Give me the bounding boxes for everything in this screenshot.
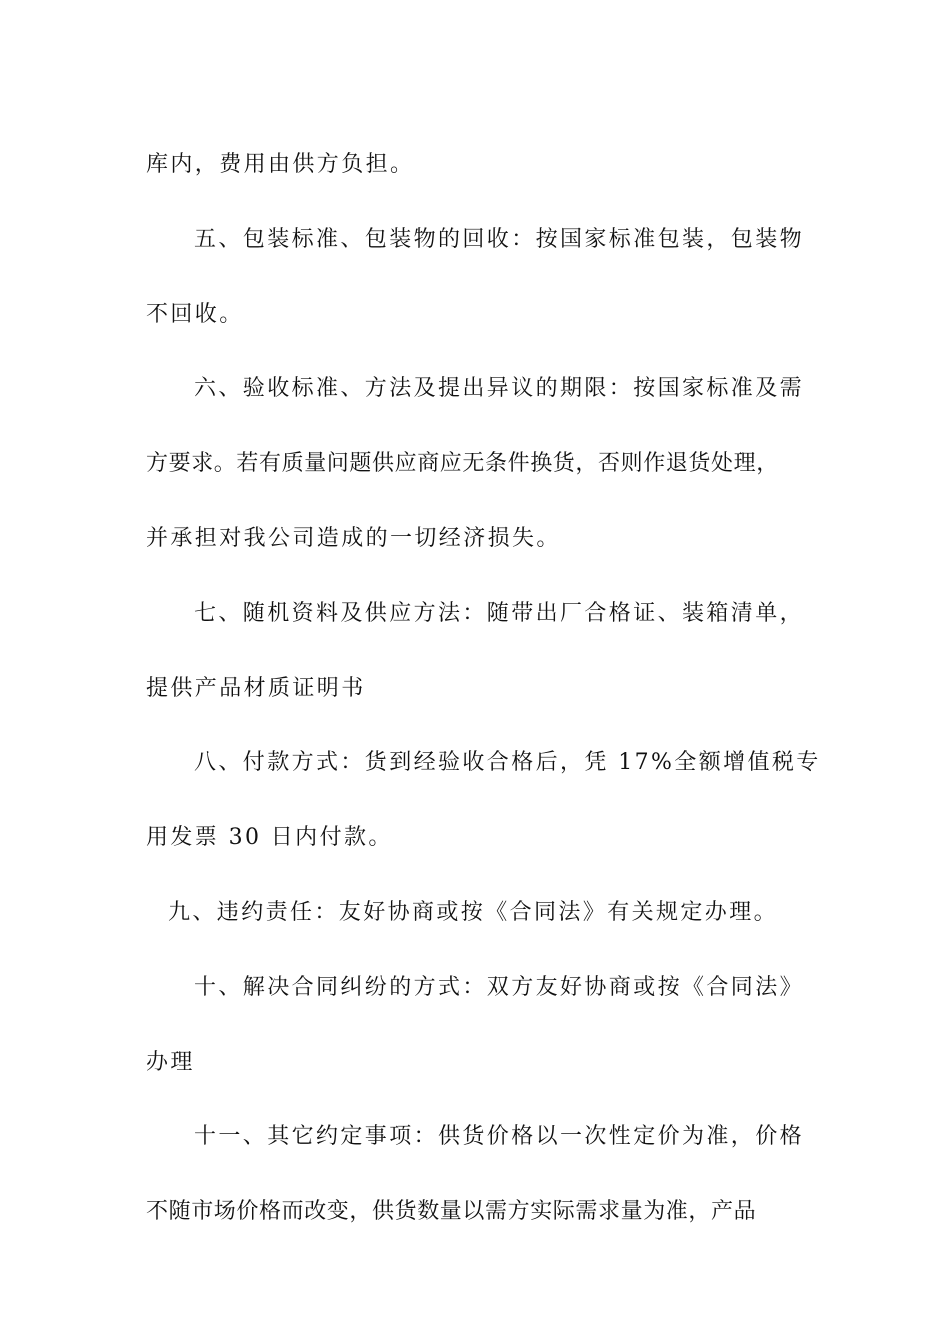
clause-9-liability: 九、违约责任：友好协商或按《合同法》有关规定办理。	[168, 899, 779, 925]
text-line: 方要求。若有质量问题供应商应无条件换货，否则作退货处理，	[146, 451, 779, 477]
text-line: 库内，费用由供方负担。	[146, 152, 415, 177]
clause-6-acceptance: 六、验收标准、方法及提出异议的期限：按国家标准及需	[194, 376, 805, 402]
clause-11-other: 十一、其它约定事项：供货价格以一次性定价为准，价格	[194, 1124, 805, 1150]
clause-5-packaging: 五、包装标准、包装物的回收：按国家标准包装，包装物	[194, 226, 805, 252]
text-line: 并承担对我公司造成的一切经济损失。	[146, 525, 561, 551]
text-line: 用发票 30 日内付款。	[146, 825, 393, 851]
text-line: 不回收。	[146, 301, 244, 327]
contract-text	[146, 128, 821, 1250]
text-line: 不随市场价格而改变，供货数量以需方实际需求量为准，产品	[146, 1199, 757, 1225]
clause-8-payment: 八、付款方式：货到经验收合格后，凭 17%全额增值税专	[194, 750, 821, 776]
clause-7-documents: 七、随机资料及供应方法：随带出厂合格证、装箱清单，	[194, 600, 805, 626]
text-line: 办理	[146, 1049, 195, 1075]
clause-10-disputes: 十、解决合同纠纷的方式：双方友好协商或按《合同法》	[194, 974, 805, 1000]
text-line: 提供产品材质证明书	[146, 675, 366, 701]
